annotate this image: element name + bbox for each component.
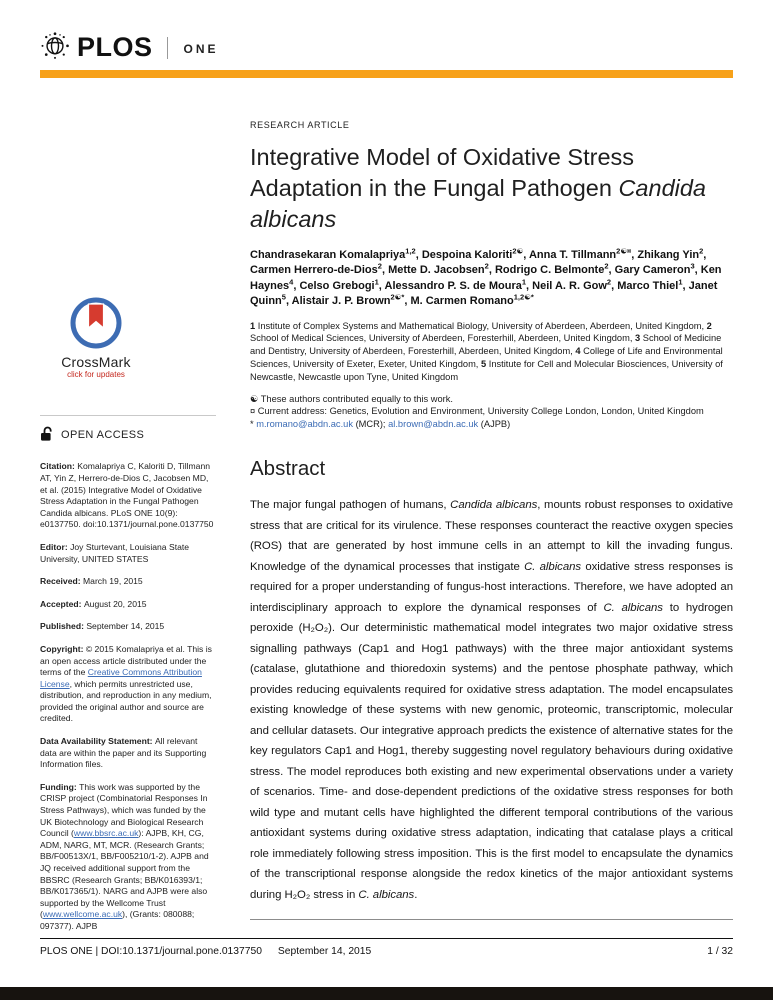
metadata-sidebar [40,78,216,938]
current-address-note: ¤ Current address: Genetics, Evolution and Environment, University College London, London, United Kingdom [250,406,704,417]
wellcome-trust-link[interactable]: www.wellcome.ac.uk [42,909,123,920]
copyright-block: Copyright: © 2015 Komalapriya et al. This is an open access article distributed under the terms of the Creative Commons Attribution License, which permits unrestricted use, distribution, and reproduction in any medium, provided the original author and source are credited. [40,643,212,724]
bottom-edge-bar [0,987,773,1000]
logo-divider [167,37,168,59]
footer-row [40,939,733,957]
article-body [0,78,773,938]
author-list: Chandrasekaran Komalapriya$^{1,2}$, Despoina Kaloriti$^{2☯}$, Anna T. Tillmann$^{2☯¤}$, Zhikang Yin$^2$, Carmen Herrero-de-Dios$^2$, Mette D. Jacobsen$^2$, Rodrigo C. Belmonte$^2$, Gary Cameron$^3$, Ken Haynes$^4$, Celso Grebogi$^1$, Alessandro P. S. de Moura$^1$, Neil A. R. Gow$^2$, Marco Thiel$^1$, Janet Quinn$^5$, Alistair J. P. Brown$^{2☯*}$, M. Carmen Romano$^{1,2☯*}$ [250,246,722,308]
bbsrc-link[interactable]: www.bbsrc.ac.uk [73,828,139,839]
accepted-date: Accepted: August 20, 2015 [40,598,147,609]
abstract-heading: Abstract [250,457,326,480]
article-title: Integrative Model of Oxidative Stress Adaptation in the Fungal Pathogen Candida albicans [250,144,706,232]
journal-header [0,0,773,78]
article-main-column [250,78,733,938]
article-type-label: RESEARCH ARTICLE [250,120,350,130]
open-lock-icon [40,426,54,446]
published-date: Published: September 14, 2015 [40,621,165,632]
email-link-ajpb[interactable]: al.brown@abdn.ac.uk [388,419,479,430]
journal-edition-label: ONE [183,41,219,56]
creative-commons-license-link[interactable]: Creative Commons Attribution License [40,667,202,689]
plos-wordmark: PLOS [77,32,153,62]
open-access-label: OPEN ACCESS [61,428,145,441]
plos-globe-icon [40,30,70,65]
footer-page-number: 1 / 32 [707,946,733,957]
data-availability-block: Data Availability Statement: All relevant data are within the paper and its Supporting Information files. [40,736,207,770]
plos-logo [40,30,733,65]
crossmark-icon [69,342,123,352]
crossmark-subtitle: click for updates [67,370,125,380]
footer-date: September 14, 2015 [277,946,372,957]
citation-block: Citation: Komalapriya C, Kaloriti D, Tillmann AT, Yin Z, Herrero-de-Dios C, Jacobsen MD, et al. (2015) Integrative Model of Oxidative Stress Adaptation in the Fungal Pathogen Candida albicans. PLoS ONE 10(9): e0137750. doi:10.1371/journal.pone.0137750 [40,461,214,530]
email-link-mcr[interactable]: m.romano@abdn.ac.uk [256,419,353,430]
author-notes [250,393,733,431]
equal-contribution-note: ☯ These authors contributed equally to this work. [250,393,453,404]
footer-journal-doi: PLOS ONE | DOI:10.1371/journal.pone.0137750 [40,946,262,957]
corresponding-authors-note: * m.romano@abdn.ac.uk (MCR); al.brown@abdn.ac.uk (AJPB) [250,419,511,430]
received-date: Received: March 19, 2015 [40,576,143,587]
funding-block: Funding: This work was supported by the CRISP project (Combinatorial Responses In Stress Pathways), which was funded by the UK Biotechnology and Biological Research Council (www.bbsrc.ac.uk): AJPB, KH, CG, ADM, NARG, MT, MCR. (Research Grants; BB/F00513X/1, BB/F005210/1-2). AJPB and JQ received additional support from the BBSRC (Research Grants; BB/K016393/1; BB/K017365/1). NARG and AJPB were also supported by the Wellcome Trust (www.wellcome.ac.uk), (Grants: 080088; 097377). AJPB [40,781,209,931]
abstract-text: The major fungal pathogen of humans, Candida albicans, mounts robust responses to oxidative stress that are critical for its virulence. These responses counteract the reactive oxygen species (ROS) that are generated by host immune cells in an attempt to kill the invading fungus. Knowledge of the dynamical processes that instigate C. albicans oxidative stress responses is required for a proper understanding of fungus-host interactions. Therefore, we have adopted an interdisciplinary approach to explore the dynamical responses of C. albicans to hydrogen peroxide (H₂O₂). Our deterministic mathematical model integrates two major oxidative stress signalling pathways (Cap1 and Hog1 pathways) with the three major antioxidant systems (catalase, glutathione and thioredoxin systems) and the pentose phosphate pathway, which provides reducing equivalents required for oxidative stress adaptation. The model encapsulates existing knowledge of these systems with new genomic, proteomic, transcriptomic, molecular and cellular datasets. Our integrative approach predicts the existence of alternative states for the key regulators Cap1 and Hog1, thereby suggesting novel regulatory behaviours during oxidative stress. The model reproduces both existing and new experimental observations under a variety of scenarios. Time- and dose-dependent predictions of the oxidative stress responses for both wild type and mutant cells have highlighted the different temporal contributions of the various antioxidant systems during oxidative stress adaptation, indicating that catalase plays a critical role immediately following stress imposition. This is the first model to encapsulate the dynamics of the transcriptional response alongside the redox kinetics of the major antioxidant systems during H₂O₂ stress in C. albicans. [250,499,733,901]
abstract-divider [250,919,733,920]
page-footer [0,938,773,957]
editor-block: Editor: Joy Sturtevant, Louisiana State University, UNITED STATES [40,541,190,564]
open-access-banner [40,415,216,448]
crossmark-badge[interactable] [42,296,150,381]
crossmark-title: CrossMark [61,353,131,370]
affiliation-list: 1 Institute of Complex Systems and Mathematical Biology, University of Aberdeen, Aberdeen, United Kingdom, 2 School of Medical Sciences, University of Aberdeen, Foresterhill, Aberdeen, United Kingdom, 3 School of Medicine and Dentistry, University of Aberdeen, Foresterhill, Aberdeen, United Kingdom, 4 College of Life and Environmental Sciences, University of Exeter, Exeter, United Kingdom, 5 Institute for Cell and Molecular Biosciences, University of Newcastle, Newcastle upon Tyne, United Kingdom [250,320,723,382]
accent-bar [40,70,733,78]
